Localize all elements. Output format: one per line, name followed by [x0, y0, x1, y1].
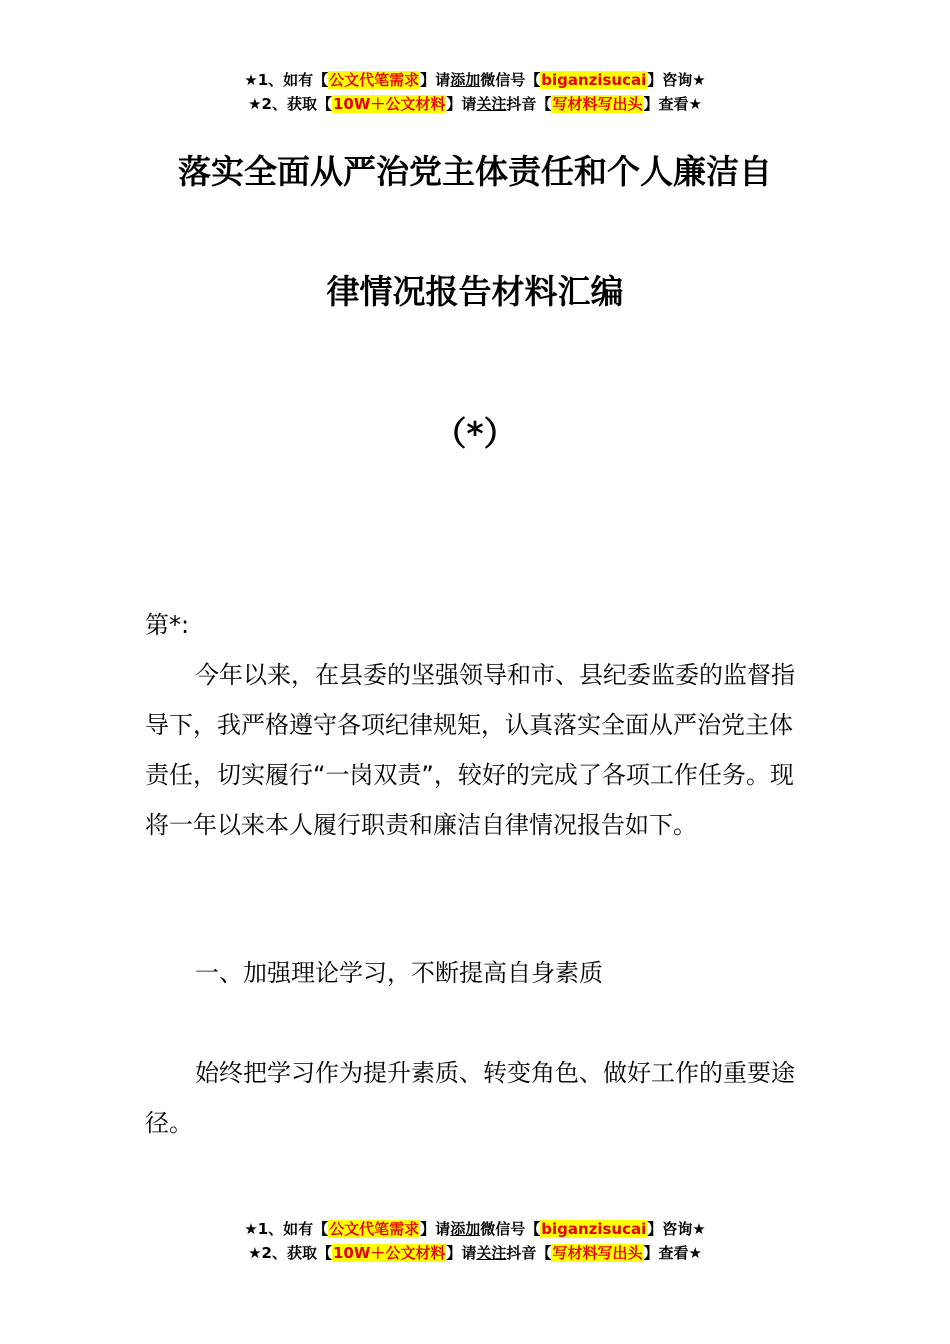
- section-label: 第*:: [145, 611, 190, 639]
- banner-text: 】查看★: [643, 1244, 702, 1262]
- banner-line-2: [0, 92, 950, 116]
- wechat-id: biganzisucai: [541, 1220, 647, 1238]
- banner-text: 】查看★: [643, 95, 702, 113]
- document-title-number: （*）: [433, 414, 517, 453]
- banner-text: 】请: [446, 1244, 477, 1262]
- banner-text: 微信号【: [480, 1220, 541, 1238]
- banner-line-1: [0, 1217, 950, 1241]
- document-title-line-2: 律情况报告材料汇编: [326, 272, 624, 311]
- highlight-text: 公文代笔需求: [329, 1220, 420, 1238]
- banner-text: ★2、获取【: [248, 1244, 332, 1262]
- douyin-id: 写材料写出头: [552, 95, 643, 113]
- highlight-text: 公文代笔需求: [329, 71, 420, 89]
- body-paragraph: 今年以来，在县委的坚强领导和市、县纪委监委的监督指导下，我严格遵守各项纪律规矩，认真落实全面从严治党主体责任，切实履行“一岗双责”，较好的完成了各项工作任务。现将一年以来本人履行职责和廉洁自律情况报告如下。: [145, 661, 795, 839]
- underlined-text: 关注: [476, 1244, 507, 1262]
- wechat-id: biganzisucai: [541, 71, 647, 89]
- banner-text: 】咨询★: [647, 1220, 706, 1238]
- banner-text: 】请: [420, 71, 451, 89]
- banner-text: 】请: [420, 1220, 451, 1238]
- section-heading: 一、加强理论学习，不断提高自身素质: [195, 959, 603, 987]
- banner-line-2: [0, 1241, 950, 1265]
- document-title-line-1: 落实全面从严治党主体责任和个人廉洁自: [178, 152, 772, 191]
- underlined-text: 添加: [450, 1220, 481, 1238]
- banner-text: ★2、获取【: [248, 95, 332, 113]
- douyin-id: 写材料写出头: [552, 1244, 643, 1262]
- underlined-text: 添加: [450, 71, 481, 89]
- header-banner: [0, 68, 950, 116]
- highlight-text: 10W＋公文材料: [332, 95, 446, 113]
- banner-text: 微信号【: [480, 71, 541, 89]
- footer-banner: [0, 1217, 950, 1265]
- banner-text: 】咨询★: [647, 71, 706, 89]
- banner-text: 】请: [446, 95, 477, 113]
- highlight-text: 10W＋公文材料: [332, 1244, 446, 1262]
- banner-text: ★1、如有【: [244, 71, 329, 89]
- banner-text: 抖音【: [506, 1244, 552, 1262]
- underlined-text: 关注: [476, 95, 507, 113]
- banner-line-1: [0, 68, 950, 92]
- body-paragraph: 始终把学习作为提升素质、转变角色、做好工作的重要途径。: [145, 1059, 795, 1137]
- banner-text: ★1、如有【: [244, 1220, 329, 1238]
- banner-text: 抖音【: [506, 95, 552, 113]
